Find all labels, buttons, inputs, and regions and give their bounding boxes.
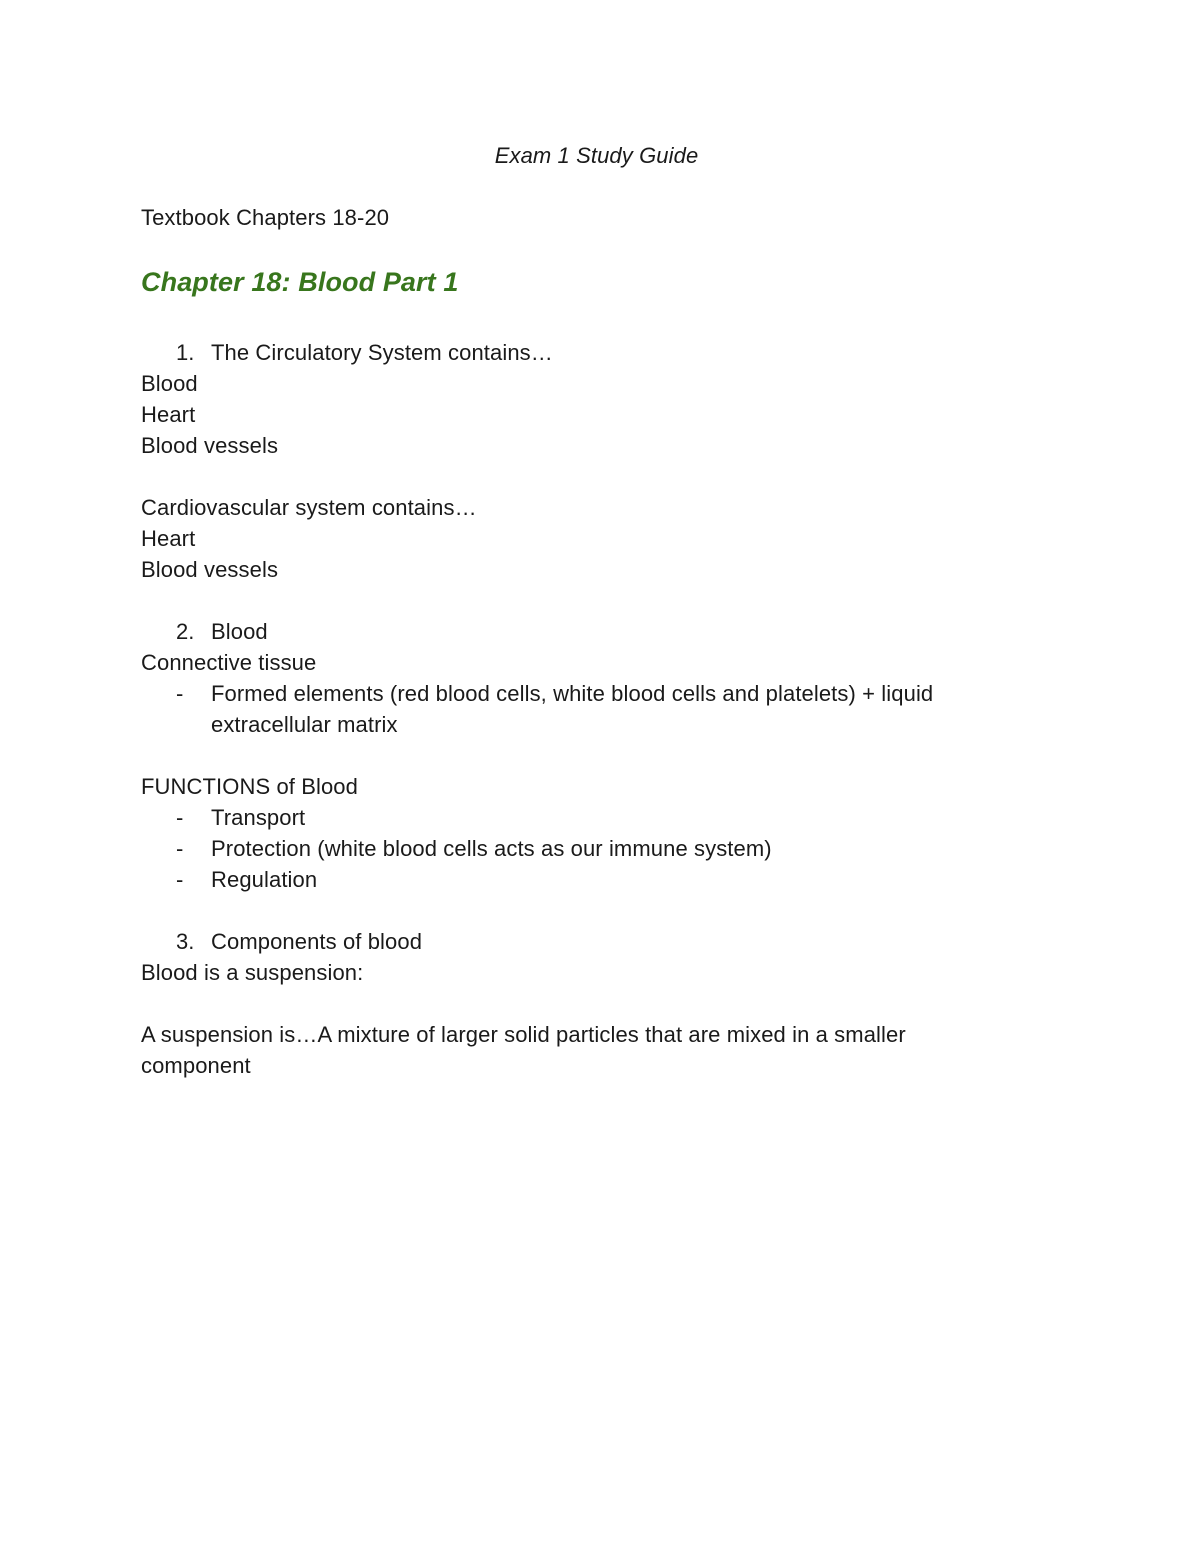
functions-title: FUNCTIONS of Blood (141, 774, 358, 799)
function-item-protection: Protection (white blood cells acts as our immune system) (211, 836, 772, 861)
section-2-title: Blood (211, 619, 268, 644)
connective-tissue-line: Connective tissue (141, 650, 317, 675)
cardiovascular-title: Cardiovascular system contains… (141, 495, 477, 520)
chapter-heading: Chapter 18: Blood Part 1 (141, 267, 459, 297)
circulatory-item-heart: Heart (141, 402, 196, 427)
cardiovascular-item-heart: Heart (141, 526, 196, 551)
circulatory-item-blood: Blood (141, 371, 198, 396)
section-1-title: The Circulatory System contains… (211, 340, 553, 365)
section-3-number: 3. (176, 929, 195, 954)
list-bullet: - (176, 836, 184, 861)
textbook-chapters-line: Textbook Chapters 18-20 (141, 205, 390, 230)
list-bullet: - (176, 681, 184, 706)
formed-elements-line-2: extracellular matrix (211, 712, 398, 737)
suspension-definition-line-1: A suspension is…A mixture of larger solid particles that are mixed in a smaller (141, 1022, 906, 1047)
section-2-number: 2. (176, 619, 195, 644)
section-1-number: 1. (176, 340, 195, 365)
circulatory-item-blood-vessels: Blood vessels (141, 433, 279, 458)
list-bullet: - (176, 805, 184, 830)
function-item-regulation: Regulation (211, 867, 318, 892)
formed-elements-line-1: Formed elements (red blood cells, white blood cells and platelets) + liquid (211, 681, 934, 706)
function-item-transport: Transport (211, 805, 306, 830)
cardiovascular-item-blood-vessels: Blood vessels (141, 557, 279, 582)
suspension-line: Blood is a suspension: (141, 960, 364, 985)
list-bullet: - (176, 867, 184, 892)
section-3-title: Components of blood (211, 929, 423, 954)
suspension-definition-line-2: component (141, 1053, 251, 1078)
document-title: Exam 1 Study Guide (494, 143, 699, 168)
